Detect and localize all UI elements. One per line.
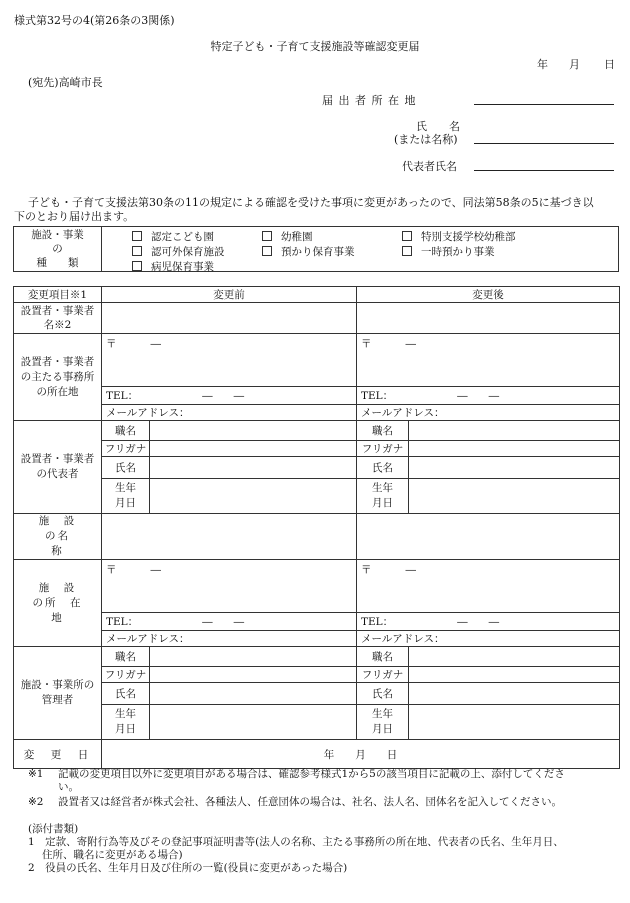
checkbox-icon[interactable]	[262, 246, 272, 256]
attachments-heading: (添付書類)	[28, 823, 79, 835]
tel-label: TEL：	[361, 390, 394, 402]
row-label-change-date: 変 更 日	[14, 740, 102, 769]
change-date-field[interactable]: 年 月 日	[102, 740, 620, 769]
facility-type-table	[13, 226, 619, 272]
applicant-address-label: 届 出 者 所 在 地	[322, 94, 417, 107]
mgr-name-label-before: 氏名	[102, 683, 150, 705]
office-address-before[interactable]	[102, 334, 357, 387]
checkbox-icon[interactable]	[262, 231, 272, 241]
rep-job-before[interactable]	[150, 421, 357, 441]
date-year-label: 年	[537, 58, 548, 71]
postal-dash: ―	[405, 338, 416, 350]
office-email-after[interactable]	[357, 405, 620, 421]
attachment-item-1b: 住所、職名に変更がある場合)	[42, 849, 183, 861]
applicant-name-label: 氏 名	[416, 120, 460, 133]
facility-email-before[interactable]	[102, 631, 357, 647]
facility-tel-before[interactable]	[102, 613, 357, 631]
checkbox-icon[interactable]	[132, 246, 142, 256]
note-2-mark: ※2	[28, 796, 44, 808]
email-label: メールアドレス：	[106, 407, 190, 419]
applicant-rep-field[interactable]	[474, 170, 614, 171]
rep-name-label-after: 氏名	[357, 457, 409, 479]
option-byouji-hoiku[interactable]: 病児保育事業	[132, 259, 214, 274]
tel-dashes: ― ―	[457, 616, 500, 628]
email-label: メールアドレス：	[361, 407, 445, 419]
rep-name-label-before: 氏名	[102, 457, 150, 479]
note-2-text: 設置者又は経営者が株式会社、各種法人、任意団体の場合は、社名、法人名、団体名を記入してください。	[58, 796, 562, 808]
intro-text-line1: 子ども・子育て支援法第30条の11の規定による確認を受けた事項に変更があったので、同法第58条の5に基づき以	[28, 196, 594, 209]
rep-furigana-after[interactable]	[409, 441, 620, 457]
checkbox-icon[interactable]	[402, 246, 412, 256]
mgr-furigana-label-after: フリガナ	[357, 667, 409, 683]
tel-dashes: ― ―	[202, 390, 245, 402]
applicant-name-field[interactable]	[474, 143, 614, 144]
rep-birth-label-before: 生年 月日	[102, 479, 150, 514]
checkbox-icon[interactable]	[402, 231, 412, 241]
option-tokubetsu-shien[interactable]: 特別支援学校幼稚部	[402, 229, 516, 244]
option-ichiji-azukari[interactable]: 一時預かり事業	[402, 244, 495, 259]
row-label-facility-location: 施 設 の所 在 地	[14, 560, 102, 647]
office-email-before[interactable]	[102, 405, 357, 421]
row-label-representative: 設置者・事業者の代表者	[14, 421, 102, 514]
tel-label: TEL：	[106, 390, 139, 402]
rep-job-label-before: 職名	[102, 421, 150, 441]
rep-birth-before[interactable]	[150, 479, 357, 514]
note-1-text-a: 記載の変更項目以外に変更項目がある場合は、確認参考様式1から5の該当項目に記載の上、添付してくださ	[58, 768, 565, 780]
row-label-office-address: 設置者・事業者の主たる事務所の所在地	[14, 334, 102, 421]
mgr-furigana-after[interactable]	[409, 667, 620, 683]
option-youchien[interactable]: 幼稚園	[262, 229, 313, 244]
rep-furigana-label-before: フリガナ	[102, 441, 150, 457]
mgr-birth-before[interactable]	[150, 705, 357, 740]
mgr-name-after[interactable]	[409, 683, 620, 705]
facility-name-before[interactable]	[102, 514, 357, 560]
col-header-before: 変更前	[102, 287, 357, 303]
tel-label: TEL：	[106, 616, 139, 628]
founder-name-after[interactable]	[357, 303, 620, 334]
attachment-item-2: 2 役員の氏名、生年月日及び住所の一覧(役員に変更があった場合)	[28, 862, 348, 874]
form-title: 特定子ども・子育て支援施設等確認変更届	[210, 40, 420, 53]
mgr-birth-label-before: 生年 月日	[102, 705, 150, 740]
intro-text-line2: 下のとおり届け出ます。	[14, 210, 135, 223]
mgr-birth-label-after: 生年 月日	[357, 705, 409, 740]
applicant-address-field[interactable]	[474, 104, 614, 105]
applicant-rep-label: 代表者氏名	[402, 160, 457, 173]
office-address-after[interactable]	[357, 334, 620, 387]
note-1-text-b: い。	[58, 781, 79, 793]
mgr-job-before[interactable]	[150, 647, 357, 667]
postal-mark: 〒	[361, 564, 372, 576]
rep-name-before[interactable]	[150, 457, 357, 479]
mgr-furigana-label-before: フリガナ	[102, 667, 150, 683]
addressee: (宛先)高崎市長	[28, 76, 103, 89]
change-items-table	[13, 286, 620, 769]
facility-name-after[interactable]	[357, 514, 620, 560]
mgr-job-after[interactable]	[409, 647, 620, 667]
row-label-founder-name: 設置者・事業者名※2	[14, 303, 102, 334]
postal-mark: 〒	[106, 338, 117, 350]
note-1-mark: ※1	[28, 768, 44, 780]
facility-type-label: 施設・事業 の 種 類	[14, 227, 102, 272]
postal-dash: ―	[150, 564, 161, 576]
checkbox-icon[interactable]	[132, 261, 142, 271]
attachment-item-1a: 1 定款、寄附行為等及びその登記事項証明書等(法人の名称、主たる事務所の所在地、代表者の氏名、生年月日、	[28, 836, 564, 848]
rep-job-label-after: 職名	[357, 421, 409, 441]
mgr-name-label-after: 氏名	[357, 683, 409, 705]
date-month-label: 月	[569, 58, 580, 71]
postal-dash: ―	[150, 338, 161, 350]
facility-email-after[interactable]	[357, 631, 620, 647]
rep-birth-label-after: 生年 月日	[357, 479, 409, 514]
date-day-label: 日	[604, 58, 615, 71]
facility-tel-after[interactable]	[357, 613, 620, 631]
rep-birth-after[interactable]	[409, 479, 620, 514]
mgr-birth-after[interactable]	[409, 705, 620, 740]
tel-dashes: ― ―	[457, 390, 500, 402]
founder-name-before[interactable]	[102, 303, 357, 334]
postal-dash: ―	[405, 564, 416, 576]
rep-furigana-label-after: フリガナ	[357, 441, 409, 457]
rep-name-after[interactable]	[409, 457, 620, 479]
facility-type-options	[102, 227, 619, 272]
mgr-furigana-before[interactable]	[150, 667, 357, 683]
facility-location-before[interactable]	[102, 560, 357, 613]
rep-job-after[interactable]	[409, 421, 620, 441]
mgr-name-before[interactable]	[150, 683, 357, 705]
email-label: メールアドレス：	[361, 633, 445, 645]
facility-location-after[interactable]	[357, 560, 620, 613]
checkbox-icon[interactable]	[132, 231, 142, 241]
option-nintei-kodomoen[interactable]: 認定こども園	[132, 229, 214, 244]
row-label-facility-name: 施 設 の名 称	[14, 514, 102, 560]
email-label: メールアドレス：	[106, 633, 190, 645]
postal-mark: 〒	[106, 564, 117, 576]
mgr-job-label-before: 職名	[102, 647, 150, 667]
rep-furigana-before[interactable]	[150, 441, 357, 457]
col-header-after: 変更後	[357, 287, 620, 303]
office-tel-after[interactable]	[357, 387, 620, 405]
form-number: 様式第32号の4(第26条の3関係)	[14, 14, 175, 27]
postal-mark: 〒	[361, 338, 372, 350]
option-azukari-hoiku[interactable]: 預かり保育事業	[262, 244, 355, 259]
applicant-name-sub-label: (または名称)	[394, 133, 458, 146]
row-label-manager: 施設・事業所の管理者	[14, 647, 102, 740]
office-tel-before[interactable]	[102, 387, 357, 405]
tel-dashes: ― ―	[202, 616, 245, 628]
col-header-item: 変更項目※1	[14, 287, 102, 303]
mgr-job-label-after: 職名	[357, 647, 409, 667]
option-ninkagai-hoiku[interactable]: 認可外保育施設	[132, 244, 225, 259]
tel-label: TEL：	[361, 616, 394, 628]
